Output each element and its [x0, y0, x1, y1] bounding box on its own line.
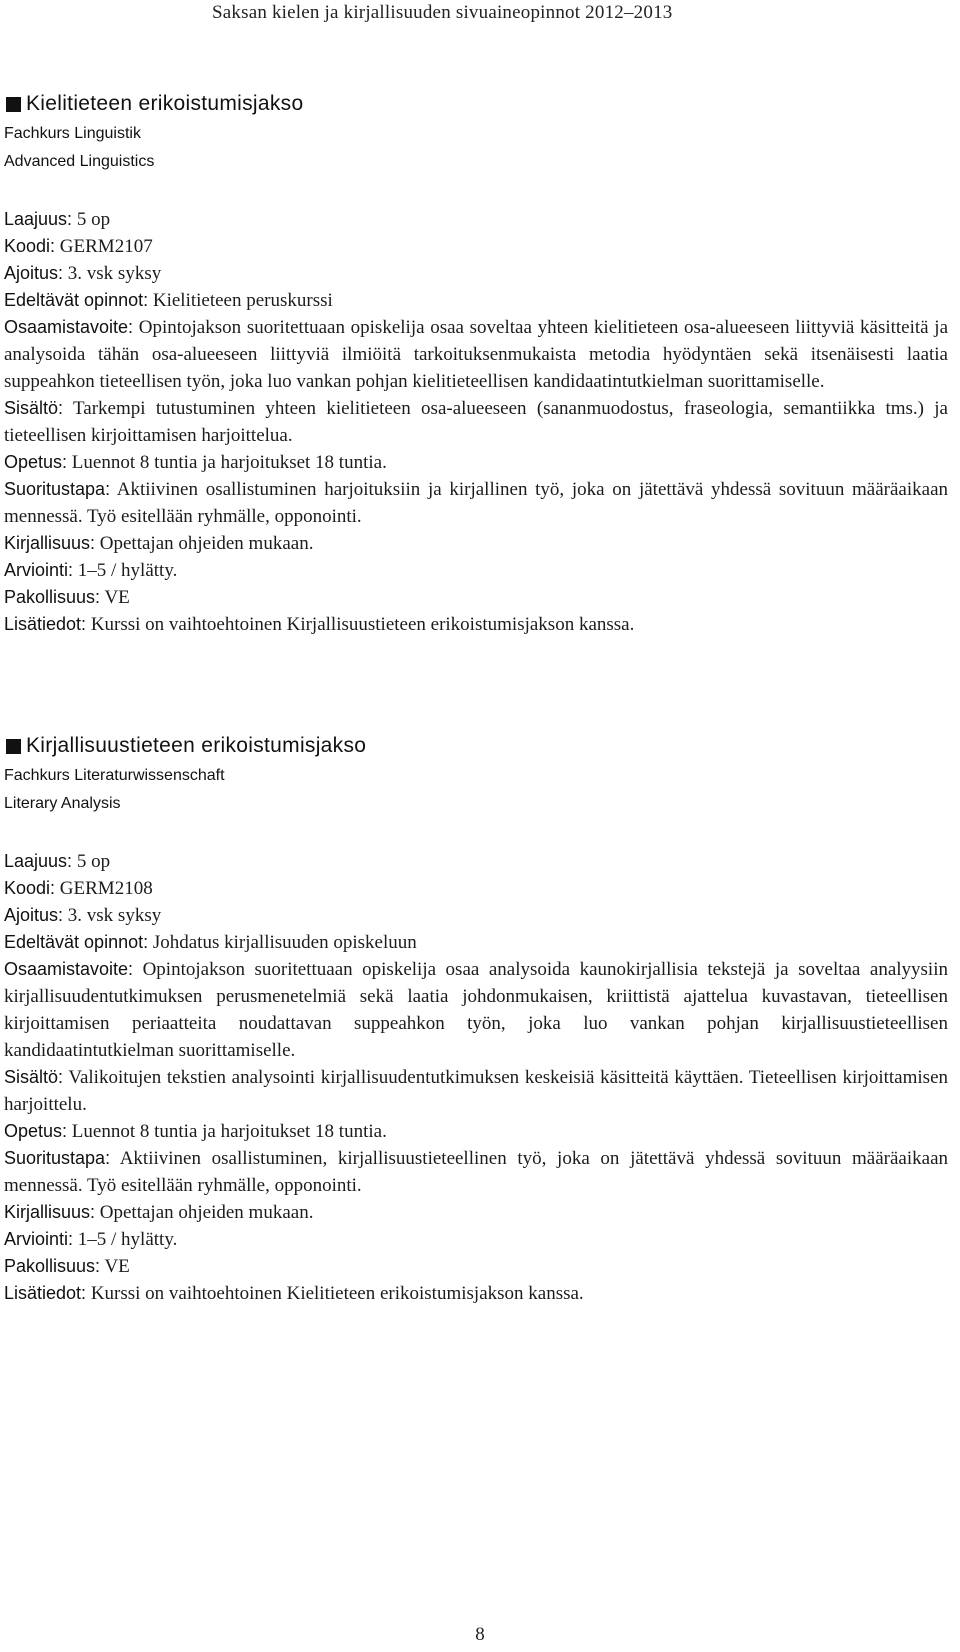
field-value: 1–5 / hylätty. [73, 1229, 178, 1250]
page-number: 8 [475, 1624, 485, 1645]
field-pakollisuus [4, 1253, 948, 1280]
bullet-square-icon [6, 97, 21, 112]
field-osaamistavoite [4, 314, 948, 395]
field-value: GERM2108 [55, 878, 153, 899]
field-label: Pakollisuus: [4, 587, 101, 607]
field-lisatiedot [4, 611, 948, 638]
section-subtitle-german: Fachkurs Linguistik [4, 125, 141, 142]
field-label: Arviointi: [4, 1229, 74, 1249]
field-value: Opintojakson suoritettuaan opiskelija osaa soveltaa yhteen kielitieteen osa-alueeseen liittyviä käsitteitä ja analysoida tähän osa-alueeseen liittyviä ilmiöitä tarkoituksenmukaista metodia hyödyntäen sekä itsenäisesti laatia suppeahkon tieteellisen työn, joka luo vankan pohjan kielitieteellisen kandidaatintutkielman suorittamiselle. [4, 317, 948, 392]
bullet-square-icon [6, 739, 21, 754]
running-header: Saksan kielen ja kirjallisuuden sivuaineopinnot 2012–2013 [212, 2, 673, 23]
field-laajuus [4, 848, 948, 875]
field-label: Opetus: [4, 452, 68, 472]
field-value: Valikoitujen tekstien analysointi kirjallisuudentutkimuksen keskeisiä käsitteitä käyttäen. Tieteellisen kirjoittamisen harjoittelu. [4, 1067, 948, 1115]
section-subtitle-english: Advanced Linguistics [4, 153, 155, 170]
field-label: Lisätiedot: [4, 614, 87, 634]
field-pakollisuus [4, 584, 948, 611]
field-value: Luennot 8 tuntia ja harjoitukset 18 tuntia. [67, 452, 387, 473]
field-label: Sisältö: [4, 398, 64, 418]
field-sisalto [4, 1064, 948, 1118]
section-title: Kirjallisuustieteen erikoistumisjakso [26, 734, 367, 757]
field-label: Osaamistavoite: [4, 959, 134, 979]
field-value: Opintojakson suoritettuaan opiskelija osaa analysoida kaunokirjallisia tekstejä ja soveltaa analyysiin kirjallisuudentutkimuksen perusmenetelmiä sekä laatia johdonmukaisen, kriittistä ajattelua kuvastavan, tieteellisen kirjoittamisen periaatteita noudattavan suppeahkon työn, joka luo vankan pohjan kirjallisuustieteellisen kandidaatintutkielman suorittamiselle. [4, 959, 948, 1061]
field-label: Koodi: [4, 878, 56, 898]
section-heading [4, 88, 948, 120]
field-sisalto [4, 395, 948, 449]
section-heading [4, 730, 948, 762]
field-ajoitus [4, 260, 948, 287]
field-value: Aktiivinen osallistuminen harjoituksiin ja kirjallinen työ, joka on jätettävä yhdessä sovituun määräaikaan mennessä. Työ esitellään ryhmälle, opponointi. [4, 479, 948, 527]
field-opetus [4, 449, 948, 476]
field-value: 5 op [72, 851, 111, 872]
field-koodi [4, 233, 948, 260]
course-section-literature [4, 730, 948, 1307]
field-value: Kurssi on vaihtoehtoinen Kirjallisuustieteen erikoistumisjakson kanssa. [86, 614, 635, 635]
field-lisatiedot [4, 1280, 948, 1307]
field-suoritustapa [4, 1145, 948, 1199]
field-value: Kielitieteen peruskurssi [148, 290, 333, 311]
field-label: Kirjallisuus: [4, 1202, 96, 1222]
field-label: Koodi: [4, 236, 56, 256]
field-value: Tarkempi tutustuminen yhteen kielitieteen osa-alueeseen (sananmuodostus, fraseologia, semantiikka tms.) ja tieteellisen kirjoittamisen harjoittelua. [4, 398, 948, 446]
field-value: VE [100, 1256, 130, 1277]
course-section-linguistics [4, 88, 948, 638]
section-subtitle-english: Literary Analysis [4, 795, 121, 812]
field-value: Johdatus kirjallisuuden opiskeluun [148, 932, 417, 953]
field-arviointi [4, 1226, 948, 1253]
field-label: Opetus: [4, 1121, 68, 1141]
field-edeltavat-opinnot [4, 287, 948, 314]
field-label: Arviointi: [4, 560, 74, 580]
field-opetus [4, 1118, 948, 1145]
section-title: Kielitieteen erikoistumisjakso [26, 92, 304, 115]
field-arviointi [4, 557, 948, 584]
field-label: Edeltävät opinnot: [4, 290, 149, 310]
field-value: 3. vsk syksy [63, 263, 162, 284]
field-label: Kirjallisuus: [4, 533, 96, 553]
field-label: Lisätiedot: [4, 1283, 87, 1303]
field-koodi [4, 875, 948, 902]
field-ajoitus [4, 902, 948, 929]
field-value: Opettajan ohjeiden mukaan. [95, 1202, 314, 1223]
field-value: 3. vsk syksy [63, 905, 162, 926]
field-laajuus [4, 206, 948, 233]
field-value: Luennot 8 tuntia ja harjoitukset 18 tuntia. [67, 1121, 387, 1142]
field-value: GERM2107 [55, 236, 153, 257]
field-edeltavat-opinnot [4, 929, 948, 956]
field-osaamistavoite [4, 956, 948, 1064]
field-label: Laajuus: [4, 209, 73, 229]
field-kirjallisuus [4, 1199, 948, 1226]
field-suoritustapa [4, 476, 948, 530]
field-label: Ajoitus: [4, 263, 64, 283]
field-value: Opettajan ohjeiden mukaan. [95, 533, 314, 554]
field-label: Suoritustapa: [4, 479, 111, 499]
field-label: Ajoitus: [4, 905, 64, 925]
field-value: 1–5 / hylätty. [73, 560, 178, 581]
section-subtitle-german: Fachkurs Literaturwissenschaft [4, 767, 225, 784]
field-label: Edeltävät opinnot: [4, 932, 149, 952]
field-label: Suoritustapa: [4, 1148, 111, 1168]
field-value: Aktiivinen osallistuminen, kirjallisuustieteellinen työ, joka on jätettävä yhdessä sovituun määräaikaan mennessä. Työ esitellään ryhmälle, opponointi. [4, 1148, 948, 1196]
field-label: Osaamistavoite: [4, 317, 134, 337]
field-value: VE [100, 587, 130, 608]
field-value: 5 op [72, 209, 111, 230]
field-label: Laajuus: [4, 851, 73, 871]
field-label: Sisältö: [4, 1067, 64, 1087]
field-label: Pakollisuus: [4, 1256, 101, 1276]
field-value: Kurssi on vaihtoehtoinen Kielitieteen erikoistumisjakson kanssa. [86, 1283, 584, 1304]
field-kirjallisuus [4, 530, 948, 557]
